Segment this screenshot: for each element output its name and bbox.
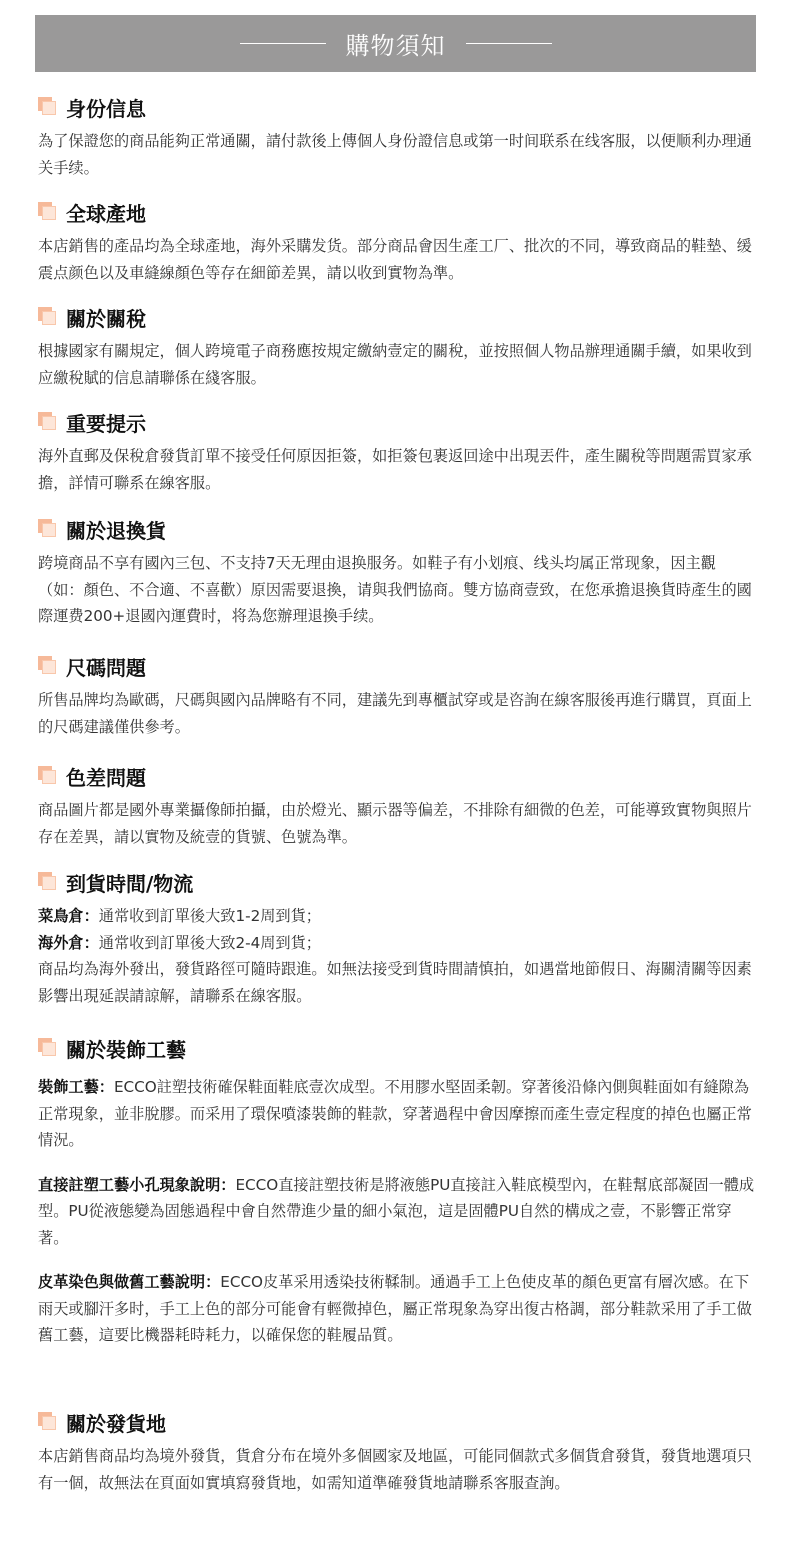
section-body: 商品均為海外發出，發貨路徑可隨時跟進。如無法接受到貨時間請慎拍，如遇當地節假日、海關清關等因素影響出現延誤請諒解，請聯系在線客服。 [38, 960, 752, 1005]
craft-item-text: ECCO直接註塑技術是將液態PU直接註入鞋底模型內，在鞋幫底部凝固一體成型。PU從液態變為固態過程中會自然帶進少量的細小氣泡，這是固體PU自然的構成之壹，不影響正常穿著。 [38, 1175, 755, 1247]
craft-item-text: ECCO皮革采用透染技術鞣制。通過手工上色使皮革的顏色更富有層次感。在下雨天或腳汗多时，手工上色的部分可能會有輕微掉色，屬正常現象為穿出復古格調，部分鞋款采用了手工做舊工藝，這要比機器耗時耗力，以確保您的鞋履品質。 [38, 1273, 752, 1344]
craft-item [38, 1074, 756, 1154]
section-title: 尺碼問題 [66, 655, 146, 680]
section-bullet-icon [38, 412, 58, 432]
craft-item-label: 裝飾工藝： [38, 1078, 114, 1096]
section-title: 重要提示 [66, 411, 146, 436]
delivery-item-text: 通常收到訂單後大致1-2周到貨； [98, 907, 321, 925]
section-origin [38, 198, 756, 286]
section-title: 身份信息 [66, 96, 146, 121]
craft-item-label: 皮革染色與做舊工藝說明： [38, 1273, 221, 1291]
section-bullet-icon [38, 766, 58, 786]
section-body: 本店銷售商品均為境外發貨，貨倉分布在境外多個國家及地區，可能同個款式多個貨倉發貨，發貨地選項只有一個，故無法在頁面如實填寫發貨地，如需知道準確發貨地請聯系客服查詢。 [38, 1447, 752, 1492]
section-body: 所售品牌均為歐碼，尺碼與國內品牌略有不同，建議先到專櫃試穿或是咨詢在線客服後再進行購買，頁面上的尺碼建議僅供參考。 [38, 691, 752, 736]
section-bullet-icon [38, 872, 58, 892]
section-body: 跨境商品不享有國內三包、不支持7天无理由退换服务。如鞋子有小划痕、线头均属正常现象，因主觀（如：顏色、不合適、不喜歡）原因需要退換，请與我們協商。雙方協商壹致，在您承擔退換貨時產生的國際運费200+退國內運費时，将為您辦理退換手续。 [38, 554, 752, 625]
section-important-notice [38, 408, 756, 496]
section-bullet-icon [38, 307, 58, 327]
section-delivery [38, 868, 756, 1009]
section-color-difference [38, 762, 756, 850]
craft-item-label: 直接註塑工藝小孔現象說明： [38, 1175, 236, 1194]
section-bullet-icon [38, 1038, 58, 1058]
delivery-item [38, 903, 756, 930]
delivery-item-label: 海外倉： [38, 933, 99, 952]
section-body: 根據國家有關規定，個人跨境電子商務應按規定繳納壹定的關稅，並按照個人物品辦理通關手續，如果收到应繳稅賦的信息請聯係在綫客服。 [38, 342, 752, 387]
section-bullet-icon [38, 656, 58, 676]
section-body: 本店銷售的產品均為全球產地，海外采購发货。部分商品會因生產工厂、批次的不同，導致商品的鞋墊、缓震点颜色以及車縫線顏色等存在細節差異，請以收到實物為準。 [38, 237, 752, 282]
section-bullet-icon [38, 202, 58, 222]
section-title: 關於退換貨 [66, 518, 166, 543]
section-title: 到貨時間/物流 [66, 871, 194, 896]
page-header [35, 15, 756, 72]
header-divider-right [466, 43, 552, 44]
section-title: 關於發貨地 [66, 1411, 166, 1436]
section-title: 色差問題 [66, 765, 146, 790]
section-body: 商品圖片都是國外專業攝像師拍攝，由於燈光、顯示器等偏差，不排除有細微的色差，可能導致實物與照片存在差異，請以實物及統壹的貨號、色號為準。 [38, 801, 752, 846]
section-bullet-icon [38, 97, 58, 117]
section-tariff [38, 303, 756, 391]
craft-item-text: ECCO註塑技術確保鞋面鞋底壹次成型。不用膠水堅固柔韌。穿著後沿條內側與鞋面如有縫隙為正常現象，並非脫膠。而采用了環保噴漆裝飾的鞋款，穿著過程中會因摩擦而產生壹定程度的掉色也屬正常情況。 [38, 1078, 752, 1149]
craft-item [38, 1269, 756, 1349]
craft-item [38, 1172, 756, 1252]
delivery-item-label: 菜鳥倉： [38, 907, 99, 925]
section-title: 全球產地 [66, 201, 146, 226]
section-bullet-icon [38, 1412, 58, 1432]
section-title: 關於裝飾工藝 [66, 1037, 186, 1062]
section-title: 關於關稅 [66, 306, 146, 331]
section-craftsmanship [38, 1034, 756, 1349]
section-body: 為了保證您的商品能夠正常通關，請付款後上傳個人身份證信息或第一时间联系在线客服，以便顺利办理通关手续。 [38, 132, 752, 177]
section-identity [38, 93, 756, 181]
section-returns [38, 515, 756, 630]
section-bullet-icon [38, 519, 58, 539]
section-body: 海外直郵及保稅倉發貨訂單不接受任何原因拒簽，如拒簽包裹返回途中出現丟件，產生關稅等問題需買家承擔，詳情可聯系在線客服。 [38, 447, 752, 492]
section-size [38, 652, 756, 740]
page-title: 購物須知 [345, 32, 446, 60]
delivery-item-text: 通常收到訂單後大致2-4周到貨； [98, 933, 321, 952]
header-divider-left [240, 43, 326, 44]
section-shipping-origin [38, 1408, 756, 1496]
delivery-item [38, 930, 756, 957]
